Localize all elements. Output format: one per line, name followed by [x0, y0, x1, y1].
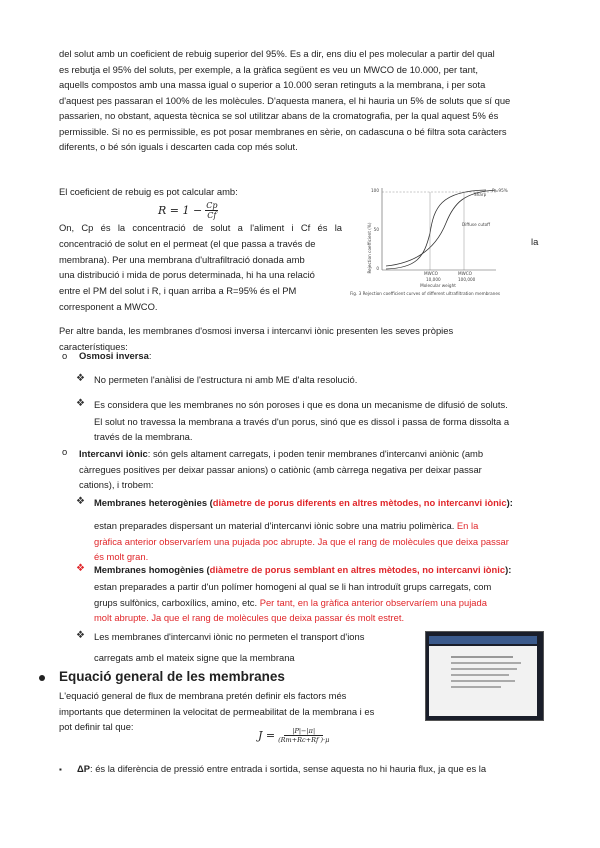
text-line: estan preparades a partir d'un polímer homogeni al qual se li han introduït grups carregats, com	[94, 581, 492, 592]
text-line: és molt gran.	[94, 551, 149, 562]
text-line: On, Cp és la concentració de solut a l'aliment i Cf és la	[59, 222, 342, 233]
figure-tick-x: 100,000	[458, 277, 476, 282]
coef-paragraph	[59, 220, 342, 315]
osmosi-extra	[94, 415, 509, 444]
paren: (	[207, 497, 213, 508]
text-line: cations), i trobem:	[79, 479, 154, 490]
figure-caption: Fig. 3 Rejection coefficient curves of different ultrafiltration membranes	[350, 291, 501, 296]
text-line: Per altre banda, les membranes d'osmosi inversa i intercanvi iònic presenten les seves pròpies	[59, 325, 454, 336]
osmosi-colon: :	[148, 350, 152, 361]
text-line: membrana). Per una membrana d'ultrafiltració donada amb	[59, 253, 305, 265]
coef-intro: El coeficient de rebuig es pot calcular amb:	[59, 186, 238, 197]
text-line: L'equació general de flux de membrana pretén definir els factors més	[59, 690, 347, 701]
osmosi-heading	[79, 350, 151, 361]
paren: (	[203, 564, 210, 575]
intercanvi-title: Intercanvi iònic	[79, 448, 148, 459]
text-line: passarien, no obstant, aquesta tècnica se sol utilitzar abans de la cromatografia, per la qual aquest 5% és	[59, 110, 499, 121]
heterogenies-text: estan preparades dispersant un material d'intercanvi iònic sobre una matriu polimèrica.	[94, 520, 455, 531]
intercanvi-block	[79, 446, 483, 493]
intercanvi-marker: o	[62, 446, 68, 457]
text-line: una distribució i mida de porus determinada, hi ha una relació	[59, 269, 315, 281]
figure-tick-x: MWCO	[458, 271, 472, 276]
homogenies-title: Membranes homogènies	[94, 564, 204, 575]
rejection-curve-figure	[346, 178, 542, 302]
text-line	[94, 518, 509, 534]
osmosi-marker: o	[62, 350, 68, 361]
diamond-bullet-icon: ❖	[76, 563, 85, 574]
text-line: importants que determinen la velocitat de permeabilitat de la membrana i es	[59, 705, 375, 717]
heterogenies-body	[94, 518, 509, 565]
figure-label-diffuse: Diffuse cutoff	[462, 222, 491, 227]
text-line	[79, 446, 483, 462]
heterogenies-red: En la	[454, 520, 479, 531]
osmosi-title: Osmosi inversa	[79, 350, 149, 361]
text-line: d'aquest pes passaran el 100% de les molècules. D'aquesta manera, el hi hauria un 5% de soluts que sí que	[59, 94, 511, 106]
paren: ):	[505, 564, 512, 575]
homogenies-text: grups sulfònics, carboxílics, amino, etc.	[94, 596, 258, 608]
homogenies-heading	[94, 564, 511, 575]
heterogenies-title: Membranes heterogènies	[94, 497, 208, 508]
text-line: pot definir tal que:	[59, 721, 134, 732]
formula-j-lhs: J =	[258, 729, 276, 742]
figure-xlabel: Molecular weight	[420, 283, 456, 288]
osmosi-item: Es considera que les membranes no són poroses i que es dona un mecanisme de difusió de soluts.	[94, 399, 508, 410]
figure-tick-y: 0	[376, 266, 379, 271]
text-line: molt abrupte. Ja que el rang de molècules que deixa passar és molt estret.	[94, 612, 405, 623]
figure-label-r95: R=95%	[492, 188, 508, 193]
text-line: gràfica anterior observaríem una pujada poc abrupte. Ja que el rang de molècules que deixa passar	[94, 535, 509, 547]
figure-ylabel: Rejection coefficient (%)	[367, 222, 372, 274]
trailing-word: la	[531, 236, 539, 247]
text-line	[94, 595, 491, 611]
text-line: del solut amb un coeficient de rebuig superior del 95%. Es a dir, ens diu el pes molecular a partir del qual	[59, 48, 495, 59]
delta-p-text: : és la diferència de pressió entre entrada i sortida, sense aquesta no hi hauria flux, ja que es la	[90, 763, 487, 774]
intro-paragraph	[59, 46, 542, 155]
diamond-bullet-icon: ❖	[76, 373, 85, 384]
transport-line: carregats amb el mateix signe que la membrana	[94, 652, 295, 663]
formula-j-num: |P|−|π|	[284, 727, 323, 736]
thumbnail-document	[429, 646, 537, 716]
text-line: característiques:	[59, 340, 128, 352]
section-title: Equació general de les membranes	[59, 669, 285, 684]
formula-j-den: (Rm+Rc+Rf )·μ	[278, 736, 330, 744]
formula-r-num: Cp	[206, 201, 218, 210]
homogenies-body	[94, 579, 491, 626]
thumbnail-titlebar	[429, 636, 537, 644]
text-line: diferents, o bé són iguals i descarten cada cop més solut.	[59, 141, 298, 152]
text-line: El solut no travessa la membrana a través d'un porus, sinó que es dissol i passa de forma dissolta a	[94, 416, 510, 427]
text-line: càrregues positives per deixar passar anions) o catiònic (amb càrrega negativa per deixar passar	[79, 463, 482, 475]
homogenies-red: Per tant, en la gràfica anterior observaríem una pujada	[257, 596, 487, 608]
heterogenies-heading	[94, 497, 513, 508]
intercanvi-text: : són gels altament carregats, i poden tenir membranes d'intercanvi aniònic (amb	[147, 448, 484, 459]
text-line: aquells compostos amb una massa igual o superior a 10.000 seran retinguts a la membrana, i per sota	[59, 79, 486, 90]
diamond-bullet-icon: ❖	[76, 398, 85, 409]
diamond-bullet-icon: ❖	[76, 496, 85, 507]
formula-r-den: Cf	[207, 211, 217, 220]
figure-tick-y: 100	[371, 188, 379, 193]
screenshot-thumbnail	[425, 631, 544, 721]
text-line: través de la membrana.	[94, 430, 193, 442]
diamond-bullet-icon: ❖	[76, 630, 85, 641]
small-square-bullet-icon: ▪	[59, 765, 62, 774]
formula-j	[258, 727, 329, 744]
formula-r	[158, 201, 218, 220]
delta-p-label: ΔP	[77, 763, 90, 774]
text-line: corresponent a MWCO.	[59, 300, 158, 312]
text-line: es rebutja el 95% del soluts, per exemple, a la gràfica següent es veu un MWCO de 10.000, per tant,	[59, 63, 478, 75]
figure-label-sharp: Sharp	[474, 192, 487, 197]
formula-r-fraction	[205, 201, 218, 220]
figure-tick-x: MWCO	[424, 271, 438, 276]
figure-tick-y: 50	[373, 227, 379, 232]
figure-sharp-curve	[386, 190, 486, 269]
heterogenies-note: diàmetre de porus diferents en altres mètodes, no intercanvi iònic	[212, 497, 507, 508]
figure-tick-x: 10,000	[426, 277, 441, 282]
homogenies-note: diàmetre de porus semblant en altres mètodes, no intercanvi iònic	[209, 564, 506, 575]
formula-r-lhs: R = 1 −	[158, 204, 203, 217]
section-bullet-icon	[39, 675, 45, 681]
paren: ):	[506, 497, 513, 508]
text-line: entre el PM del solut i R, i quan arriba a R=95% és el PM	[59, 285, 297, 297]
text-line: concentració de solut en el permeat (el que passa a través de	[59, 237, 316, 249]
osmosi-item: No permeten l'anàlisi de l'estructura ni amb ME d'alta resolució.	[94, 374, 358, 385]
formula-j-fraction	[278, 727, 329, 744]
text-line: permissible. Si no es permissible, es pot posar membranes en sèrie, on cadascuna o bé filtra sota caràcters	[59, 125, 507, 137]
transport-line: Les membranes d'intercanvi iònic no permeten el transport d'ions	[94, 631, 365, 642]
figure-diffuse-curve	[386, 190, 496, 266]
delta-p-item	[77, 763, 486, 774]
